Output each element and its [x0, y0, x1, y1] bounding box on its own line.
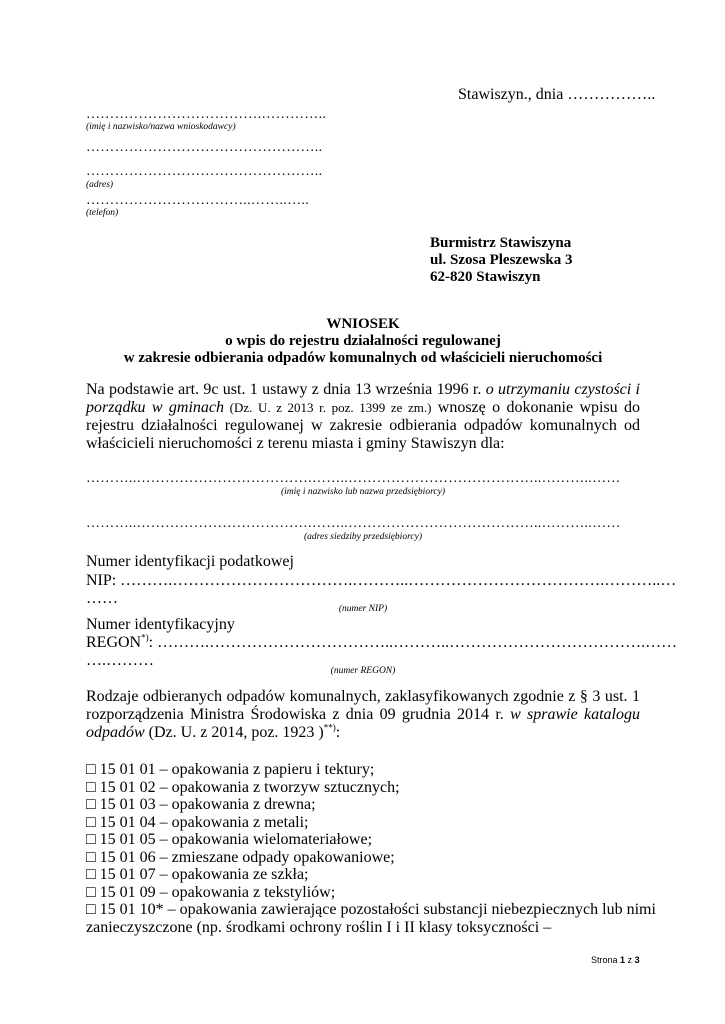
- waste-item-150104[interactable]: □ 15 01 04 – opakowania z metali;: [86, 813, 309, 831]
- waste-intro-colon: :: [335, 724, 341, 741]
- waste-item-150110[interactable]: □ 15 01 10* – opakowania zawierające pozostałości substancji niebezpiecznych lub nimi: [86, 901, 656, 918]
- nip-prefix: NIP:: [86, 572, 117, 589]
- waste-item-150102[interactable]: □ 15 01 02 – opakowania z tworzyw sztucznych;: [86, 778, 400, 796]
- page-label: Strona: [591, 955, 621, 965]
- address-field-line1: …………………………………………..: [86, 140, 323, 155]
- waste-item-150107[interactable]: □ 15 01 07 – opakowania ze szkła;: [86, 866, 309, 883]
- waste-item-150105[interactable]: □ 15 01 05 – opakowania wielomateriałowe;: [86, 831, 373, 848]
- page-number: [591, 955, 640, 965]
- intro-text-2: wnoszę o dokonanie wpisu do rejestru działalności regulowanej w zakresie odbierania odpadów komunalnych od właścicieli nieruchomości z terenu miasta i gminy Stawiszyn dla:: [86, 399, 641, 452]
- waste-item-150106[interactable]: □ 15 01 06 – zmieszane odpady opakowaniowe;: [86, 848, 395, 866]
- nip-label: Numer identyfikacji podatkowej: [86, 553, 294, 570]
- regon-caption: (numer REGON): [330, 666, 396, 676]
- applicant-name-caption: (imię i nazwisko/nazwa wnioskodawcy): [86, 122, 236, 132]
- regon-prefix: REGON: [86, 634, 142, 651]
- entrepreneur-name-field: ………..……………………………….……..…………………………………..………..……: [86, 471, 621, 486]
- address-caption: (adres): [86, 180, 114, 190]
- intro-text-1: Na podstawie art. 9c ust. 1 ustawy z dnia 13 września 1996 r.: [86, 381, 486, 398]
- recipient-line3: 62-820 Stawiszyn: [430, 269, 541, 285]
- entrepreneur-name-caption: (imię i nazwisko lub nazwa przedsiębiorcy): [280, 487, 446, 497]
- recipient-line1: Burmistrz Stawiszyna: [430, 235, 572, 251]
- nip-row: [86, 572, 676, 590]
- phone-field: ……………………………..……..…..: [86, 193, 309, 208]
- page-total: 3: [634, 955, 640, 965]
- recipient-line2: ul. Szosa Pleszewska 3: [430, 252, 573, 268]
- applicant-name-field: ……………………………….…………..: [86, 107, 327, 122]
- regon-label: Numer identyfikacyjny: [86, 616, 235, 633]
- waste-item-150103[interactable]: □ 15 01 03 – opakowania z drewna;: [86, 796, 316, 813]
- waste-intro-reference: (Dz. U. z 2014, poz. 1923 ): [144, 724, 324, 741]
- waste-intro-footnote-mark: **): [323, 722, 336, 733]
- intro-act-title: o utrzymaniu czystości i porządku w gminach: [86, 381, 640, 416]
- intro-reference: (Dz. U. z 2013 r. poz. 1399 ze zm.): [224, 400, 432, 415]
- document-subtitle-line1: o wpis do rejestru działalności regulowanej: [225, 333, 501, 349]
- waste-checklist: [86, 761, 656, 936]
- nip-field: ……….…………………………….………..……………………………….………..…: [116, 572, 677, 589]
- regon-footnote-mark: *): [141, 632, 149, 643]
- entrepreneur-seat-field: ………..……………………………….……..…………………………………..………..……: [86, 516, 621, 531]
- phone-caption: (telefon): [86, 208, 119, 218]
- waste-intro-paragraph: [86, 688, 640, 742]
- page-of: z: [625, 955, 635, 965]
- address-field-line2: …………………………………………..: [86, 164, 323, 179]
- waste-intro-regulation-title: w sprawie katalogu odpadów: [86, 706, 640, 741]
- document-subtitle-line2: w zakresie odbierania odpadów komunalnych od właścicieli nieruchomości: [123, 350, 603, 366]
- regon-colon: :: [148, 634, 154, 651]
- regon-row: [86, 634, 677, 652]
- waste-intro-text-1: Rodzaje odbieranych odpadów komunalnych, zaklasyfikowanych zgodnie z § 3 ust. 1 rozporządzenia Ministra Środowiska z dnia 09 grudnia 2014 r.: [86, 688, 640, 723]
- document-title: WNIOSEK: [326, 316, 400, 332]
- waste-item-150109[interactable]: □ 15 01 09 – opakowania z tekstyliów;: [86, 883, 336, 901]
- regon-field: ……….……………………………..………..……………………………….……: [153, 634, 678, 651]
- regon-field-continuation: ….………: [86, 652, 154, 669]
- intro-paragraph: [86, 381, 640, 453]
- nip-field-continuation: ……: [86, 590, 118, 607]
- nip-caption: (numer NIP): [338, 604, 388, 614]
- waste-item-150110-continuation: zanieczyszczone (np. środkami ochrony roślin I i II klasy toksyczności –: [86, 918, 552, 936]
- place-date: Stawiszyn., dnia ……………..: [458, 86, 656, 103]
- page-current: 1: [620, 955, 626, 965]
- entrepreneur-seat-caption: (adres siedziby przedsiębiorcy): [303, 532, 423, 542]
- waste-item-150101[interactable]: □ 15 01 01 – opakowania z papieru i tektury;: [86, 761, 375, 778]
